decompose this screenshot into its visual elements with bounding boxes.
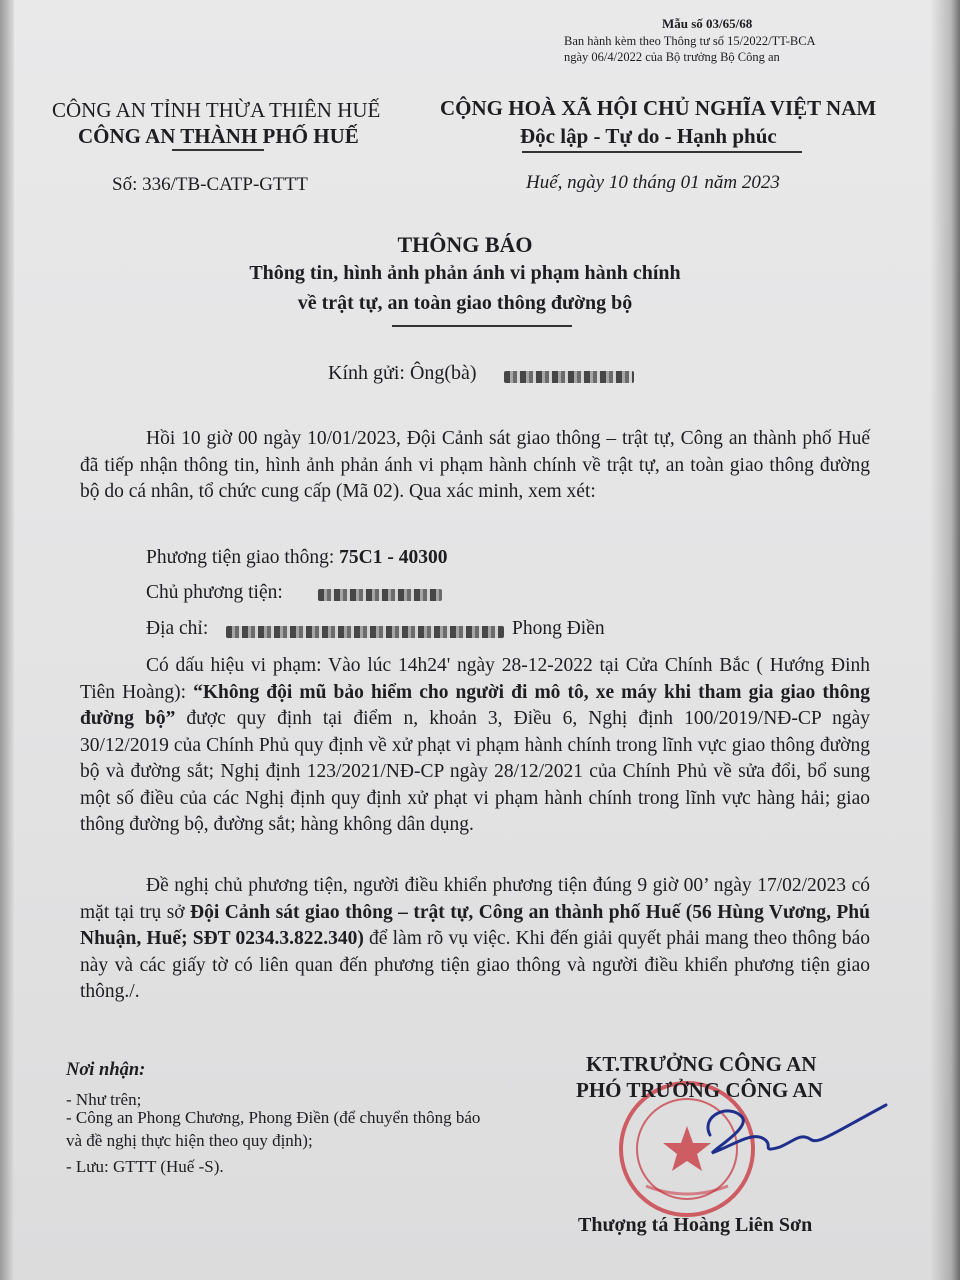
document-subtitle-line1: Thông tin, hình ảnh phản ánh vi phạm hành chính [249, 262, 681, 284]
address-suffix: Phong Điền [512, 618, 605, 639]
owner-label: Chủ phương tiện: [146, 582, 283, 603]
form-issued-line2: ngày 06/4/2022 của Bộ trưởng Bộ Công an [564, 50, 780, 64]
org-line1: CÔNG AN TỈNH THỪA THIÊN HUẾ [52, 98, 381, 122]
paragraph-violation [80, 653, 870, 839]
document-subtitle-line2: về trật tự, an toàn giao thông đường bộ [297, 292, 633, 314]
nation-motto: Độc lập - Tự do - Hạnh phúc [520, 124, 777, 148]
address-label: Địa chỉ: [146, 618, 209, 639]
page-right-shadow [930, 0, 960, 1280]
form-number: Mẫu số 03/65/68 [662, 16, 753, 31]
recipients-item3: - Lưu: GTTT (Huế -S). [66, 1157, 224, 1176]
paragraph-intro: Hồi 10 giờ 00 ngày 10/01/2023, Đội Cảnh sát giao thông – trật tự, Công an thành phố Huế đã tiếp nhận thông tin, hình ảnh phản ánh vi phạm hành chính về trật tự, an toàn giao thông đường bộ do cá nhân, tổ chức cung cấp (Mã 02). Qua xác minh, xem xét: [80, 428, 870, 502]
paragraph-request [80, 873, 870, 1006]
vehicle-plate: 75C1 - 40300 [339, 547, 448, 568]
org-underline [172, 149, 264, 151]
violation-text-a: Có dấu hiệu vi phạm: Vào lúc 14h24' ngày 28-12-2022 tại Cửa Chính Bắc ( Hướng Đinh Tiên Hoàng): [80, 655, 870, 703]
recipients-heading: Nơi nhận: [66, 1060, 146, 1080]
page-left-shadow [0, 0, 14, 1280]
signature-icon [690, 1095, 900, 1165]
form-issued-line1: Ban hành kèm theo Thông tư số 15/2022/TT-BCA [564, 34, 816, 48]
signature-title-line1: KT.TRƯỞNG CÔNG AN [586, 1052, 817, 1076]
recipients-item2: - Công an Phong Chương, Phong Điền (để chuyển thông báo và đề nghị thực hiện theo quy định); [66, 1108, 481, 1150]
document-date: Huế, ngày 10 tháng 01 năm 2023 [526, 172, 780, 193]
violation-text-b: được quy định tại điểm n, khoản 3, Điều 6, Nghị định 100/2019/NĐ-CP ngày 30/12/2019 của Chính Phủ quy định về xử phạt vi phạm hành chính trong lĩnh vực giao thông đường bộ và đường sắt; Nghị định 123/2021/NĐ-CP ngày 28/12/2021 của Chính Phủ về sửa đổi, bổ sung một số điều của các Nghị định quy định xử phạt vi phạm hành chính trong lĩnh vực hàng hải; giao thông đường bộ, đường sắt; hàng không dân dụng. [80, 708, 870, 835]
document-title: THÔNG BÁO [397, 232, 533, 257]
request-location: Đội Cảnh sát giao thông – trật tự, Công an thành phố Huế (56 Hùng Vương, Phú Nhuận, Huế; SĐT 0234.3.822.340) [80, 901, 871, 949]
signature-title-line2: PHÓ TRƯỞNG CÔNG AN [576, 1078, 823, 1102]
recipient-label: Kính gửi: Ông(bà) [328, 362, 477, 384]
request-text-b: để làm rõ vụ việc. Khi đến giải quyết phải mang theo thông báo này và các giấy tờ có liên quan đến phương tiện giao thông và người điều khiển phương tiện giao thông./. [80, 928, 870, 1002]
motto-underline [522, 151, 802, 153]
redacted-address [226, 626, 504, 638]
signer-name: Thượng tá Hoàng Liên Sơn [578, 1214, 813, 1236]
org-line2: CÔNG AN THÀNH PHỐ HUẾ [78, 124, 359, 148]
vehicle-line [146, 547, 447, 569]
violation-description: “Không đội mũ bảo hiểm cho người đi mô tô, xe máy khi tham gia giao thông đường bộ” [80, 681, 870, 729]
vehicle-label: Phương tiện giao thông: [146, 547, 340, 568]
title-underline [392, 325, 572, 327]
request-text-a: Đề nghị chủ phương tiện, người điều khiển phương tiện đúng 9 giờ 00’ ngày 17/02/2023 có mặt tại trụ sở [80, 875, 870, 923]
nation-line1: CỘNG HOÀ XÃ HỘI CHỦ NGHĨA VIỆT NAM [440, 96, 877, 120]
redacted-owner-name [318, 589, 442, 601]
document-number: Số: 336/TB-CATP-GTTT [112, 174, 308, 195]
redacted-recipient-name [504, 371, 634, 383]
recipients-item1: - Như trên; [66, 1090, 142, 1109]
